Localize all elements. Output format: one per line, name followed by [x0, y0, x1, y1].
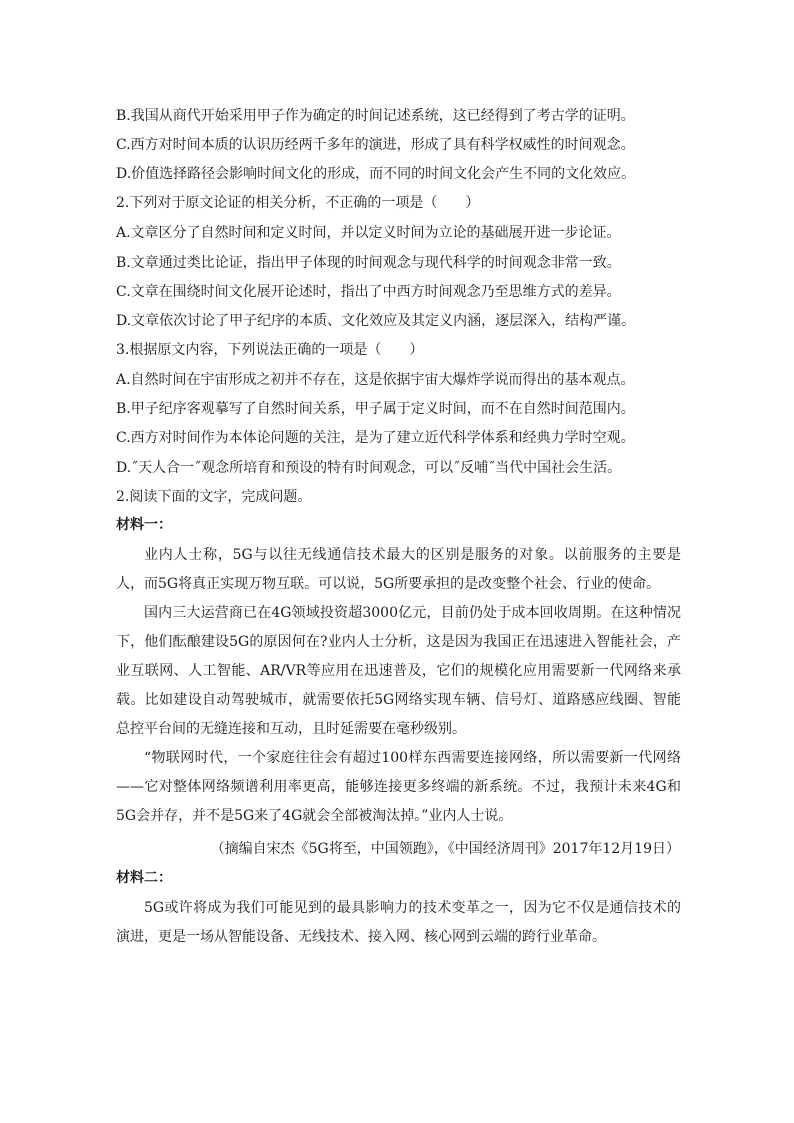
q3-option-a: A.自然时间在宇宙形成之初并不存在，这是依据宇宙大爆炸学说而得出的基本观点。: [116, 372, 635, 388]
q1-option-b: B.我国从商代开始采用甲子作为确定的时间记述系统，这已经得到了考古学的证明。: [116, 108, 635, 124]
material1-paragraph: 国内三大运营商已在4G领域投资超3000亿元，目前仍处于成本回收周期。在这种情况下，他们酝酿建设5G的原因何在?业内人士分析，这是因为我国正在迅速进入智能社会，产业互联网、人工智能、AR/VR等应用在迅速普及，它们的规模化应用需要新一代网络来承载。比如建设自动驾驶城市，就需要依托5G网络实现车辆、信号灯、道路感应线圈、智能总控平台间的无缝连接和互动，且时延需要在毫秒级别。: [116, 605, 681, 737]
q3-option-c: C.西方对时间作为本体论问题的关注，是为了建立近代科学体系和经典力学时空观。: [116, 430, 635, 446]
q1-option-c: C.西方对时间本质的认识历经两千多年的演进，形成了具有科学权威性的时间观念。: [116, 137, 635, 153]
material2-paragraph: 5G或许将成为我们可能见到的最具影响力的技术变革之一，因为它不仅是通信技术的演进，更是一场从智能设备、无线技术、接入网、核心网到云端的跨行业革命。: [116, 900, 681, 945]
q2-option-d: D.文章依次讨论了甲子纪序的本质、文化效应及其定义内涵，逐层深入，结构严谨。: [116, 313, 636, 329]
material1-paragraph: “物联网时代，一个家庭往往会有超过100样东西需要连接网络，所以需要新一代网络——它对整体网络频谱利用率更高，能够连接更多终端的新系统。不过，我预计未来4G和5G会并存，并不是5G来了4G就会全部被淘汰掉。”业内人士说。: [116, 750, 681, 824]
q3-stem: 3.根据原文内容，下列说法正确的一项是（ ）: [116, 342, 424, 358]
material1-paragraph: 业内人士称，5G与以往无线通信技术最大的区别是服务的对象。以前服务的主要是人，而5G将真正实现万物互联。可以说，5G所要承担的是改变整个社会、行业的使命。: [116, 547, 681, 592]
q3-option-b: B.甲子纪序客观摹写了自然时间关系，甲子属于定义时间，而不在自然时间范围内。: [116, 401, 635, 417]
q2-option-c: C.文章在围绕时间文化展开论述时，指出了中西方时间观念乃至思维方式的差异。: [116, 284, 621, 300]
reading-instruction: 2.阅读下面的文字，完成问题。: [116, 489, 312, 505]
q2-stem: 2.下列对于原文论证的相关分析，不正确的一项是（ ）: [116, 195, 480, 211]
material2-label: 材料二：: [116, 870, 172, 886]
q1-option-d: D.价值选择路径会影响时间文化的形成，而不同的时间文化会产生不同的文化效应。: [116, 166, 636, 182]
q2-option-b: B.文章通过类比论证，指出甲子体现的时间观念与现代科学的时间观念非常一致。: [116, 255, 621, 271]
material1-label: 材料一：: [116, 517, 172, 533]
material1-source: （摘编自宋杰《5G将至，中国领跑》，《中国经济周刊》2017年12月19日）: [210, 841, 680, 857]
q3-option-d: D.˝天人合一˝观念所培育和预设的特有时间观念，可以˝反哺˝当代中国社会生活。: [116, 460, 622, 476]
q2-option-a: A.文章区分了自然时间和定义时间，并以定义时间为立论的基础展开进一步论证。: [116, 225, 621, 241]
